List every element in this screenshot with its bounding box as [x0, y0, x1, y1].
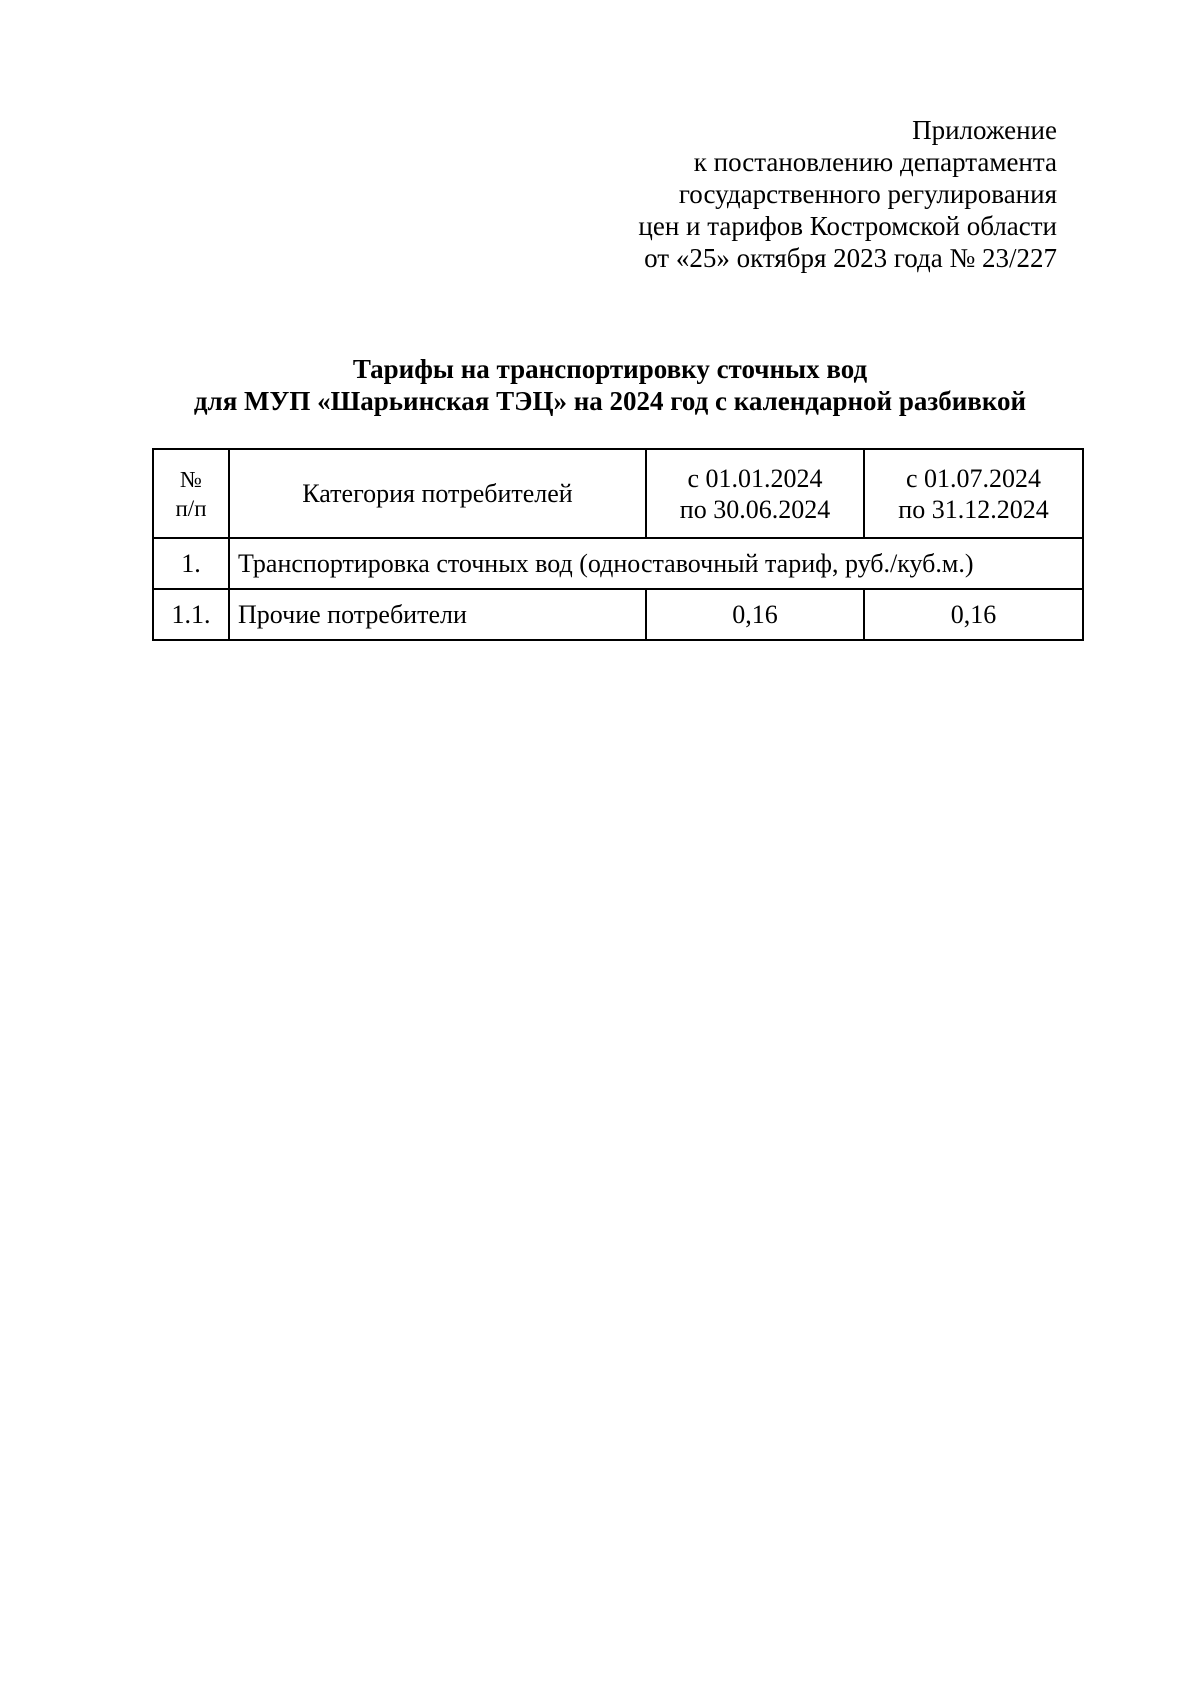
header-period-2-from: с 01.07.2024	[905, 463, 1042, 493]
annex-line: к постановлению департамента	[693, 147, 1057, 177]
annex-line: цен и тарифов Костромской области	[638, 211, 1057, 241]
row-category-cell: Прочие потребители	[229, 589, 646, 640]
header-period-2-to: по 31.12.2024	[898, 494, 1049, 524]
tariff-table	[152, 448, 1084, 641]
table-row	[153, 589, 1083, 640]
document-title	[150, 353, 1070, 417]
annex-line: от «25» октября 2023 года № 23/227	[644, 243, 1057, 273]
header-cell-category: Категория потребителей	[229, 449, 646, 538]
header-cell-period-1	[646, 449, 864, 538]
row-number-cell: 1.1.	[153, 589, 229, 640]
header-period-1-from: с 01.01.2024	[687, 463, 823, 493]
title-line: Тарифы на транспортировку сточных вод	[352, 354, 868, 384]
table-section-row	[153, 538, 1083, 589]
annex-line: Приложение	[912, 115, 1057, 145]
section-title-cell: Транспортировка сточных вод (одноставочный тариф, руб./куб.м.)	[229, 538, 1083, 589]
table-header-row	[153, 449, 1083, 538]
header-number-abbr: п/п	[175, 495, 207, 521]
annex-block	[537, 114, 1057, 274]
row-period-2-value: 0,16	[864, 589, 1083, 640]
header-number-sign: №	[180, 466, 202, 492]
row-period-1-value: 0,16	[646, 589, 864, 640]
header-cell-number	[153, 449, 229, 538]
header-cell-period-2	[864, 449, 1083, 538]
section-number-cell: 1.	[153, 538, 229, 589]
header-period-1-to: по 30.06.2024	[679, 494, 831, 524]
annex-line: государственного регулирования	[678, 179, 1057, 209]
title-line: для МУП «Шарьинская ТЭЦ» на 2024 год с календарной разбивкой	[193, 386, 1027, 416]
